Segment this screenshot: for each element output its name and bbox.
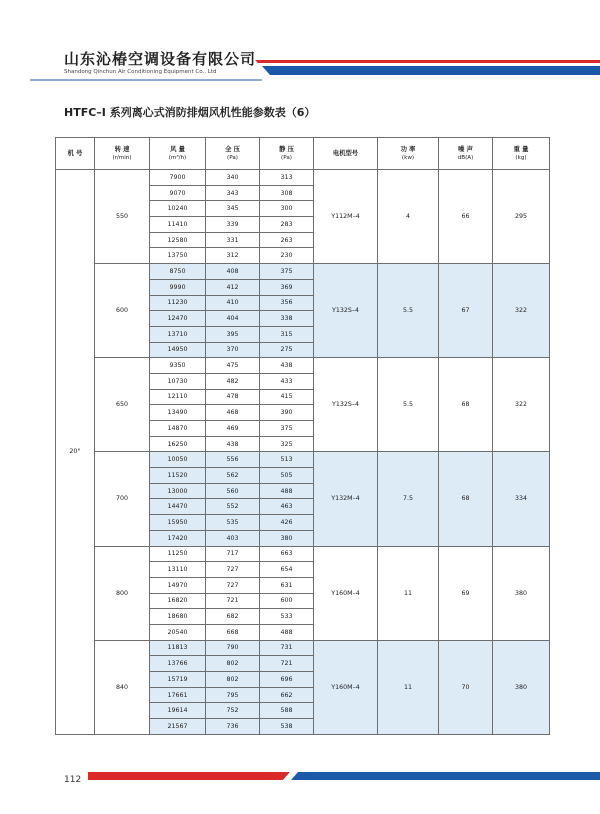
motor-model-cell: Y112M–4 (314, 170, 378, 264)
static-pressure-cell: 375 (260, 264, 314, 280)
airflow-cell: 10730 (150, 373, 206, 389)
col-header-noise: 噪 声 dB(A) (439, 138, 493, 170)
speed-cell: 600 (95, 264, 150, 358)
static-pressure-cell: 275 (260, 342, 314, 358)
static-pressure-cell: 662 (260, 687, 314, 703)
static-pressure-cell: 463 (260, 499, 314, 515)
total-pressure-cell: 404 (206, 311, 260, 327)
motor-model-cell: Y132S–4 (314, 264, 378, 358)
airflow-cell: 9350 (150, 358, 206, 374)
total-pressure-cell: 340 (206, 170, 260, 186)
airflow-cell: 9990 (150, 279, 206, 295)
airflow-cell: 12470 (150, 311, 206, 327)
total-pressure-cell: 752 (206, 703, 260, 719)
airflow-cell: 17661 (150, 687, 206, 703)
noise-cell: 69 (439, 546, 493, 640)
static-pressure-cell: 263 (260, 232, 314, 248)
airflow-cell: 14950 (150, 342, 206, 358)
noise-cell: 70 (439, 640, 493, 734)
airflow-cell: 13110 (150, 562, 206, 578)
total-pressure-cell: 668 (206, 624, 260, 640)
company-header (64, 51, 256, 76)
total-pressure-cell: 345 (206, 201, 260, 217)
static-pressure-cell: 696 (260, 672, 314, 688)
weight-cell: 295 (493, 170, 550, 264)
table-row (56, 170, 550, 186)
static-pressure-cell: 325 (260, 436, 314, 452)
airflow-cell: 12110 (150, 389, 206, 405)
motor-model-cell: Y132M–4 (314, 452, 378, 546)
airflow-cell: 11813 (150, 640, 206, 656)
speed-cell: 840 (95, 640, 150, 734)
total-pressure-cell: 343 (206, 185, 260, 201)
total-pressure-cell: 727 (206, 562, 260, 578)
total-pressure-cell: 370 (206, 342, 260, 358)
company-name-en: Shandong Qinchun Air Conditioning Equipment Co., Ltd (64, 69, 217, 75)
total-pressure-cell: 408 (206, 264, 260, 280)
total-pressure-cell: 410 (206, 295, 260, 311)
header-blue-band (262, 66, 600, 75)
static-pressure-cell: 721 (260, 656, 314, 672)
motor-model-cell: Y132S–4 (314, 358, 378, 452)
airflow-cell: 9070 (150, 185, 206, 201)
total-pressure-cell: 412 (206, 279, 260, 295)
col-header-static-pressure: 静 压 (Pa) (260, 138, 314, 170)
power-cell: 4 (378, 170, 439, 264)
power-cell: 11 (378, 546, 439, 640)
total-pressure-cell: 562 (206, 468, 260, 484)
airflow-cell: 15950 (150, 515, 206, 531)
total-pressure-cell: 331 (206, 232, 260, 248)
total-pressure-cell: 478 (206, 389, 260, 405)
static-pressure-cell: 369 (260, 279, 314, 295)
col-header-power: 功 率 (kw) (378, 138, 439, 170)
total-pressure-cell: 802 (206, 656, 260, 672)
total-pressure-cell: 339 (206, 217, 260, 233)
total-pressure-cell: 721 (206, 593, 260, 609)
total-pressure-cell: 682 (206, 609, 260, 625)
table-row (56, 358, 550, 374)
static-pressure-cell: 338 (260, 311, 314, 327)
airflow-cell: 19614 (150, 703, 206, 719)
static-pressure-cell: 488 (260, 483, 314, 499)
total-pressure-cell: 560 (206, 483, 260, 499)
performance-table (55, 137, 550, 735)
airflow-cell: 11410 (150, 217, 206, 233)
weight-cell: 380 (493, 640, 550, 734)
static-pressure-cell: 438 (260, 358, 314, 374)
static-pressure-cell: 315 (260, 326, 314, 342)
airflow-cell: 20540 (150, 624, 206, 640)
motor-model-cell: Y160M–4 (314, 640, 378, 734)
static-pressure-cell: 505 (260, 468, 314, 484)
airflow-cell: 14470 (150, 499, 206, 515)
table-header-row (56, 138, 550, 170)
airflow-cell: 15719 (150, 672, 206, 688)
total-pressure-cell: 403 (206, 530, 260, 546)
static-pressure-cell: 513 (260, 452, 314, 468)
total-pressure-cell: 312 (206, 248, 260, 264)
total-pressure-cell: 482 (206, 373, 260, 389)
total-pressure-cell: 438 (206, 436, 260, 452)
static-pressure-cell: 390 (260, 405, 314, 421)
table-title: HTFC–I 系列离心式消防排烟风机性能参数表（6） (64, 106, 316, 119)
power-cell: 5.5 (378, 358, 439, 452)
static-pressure-cell: 375 (260, 421, 314, 437)
power-cell: 7.5 (378, 452, 439, 546)
col-header-motor-model: 电机型号 (314, 138, 378, 170)
static-pressure-cell: 488 (260, 624, 314, 640)
table-body (56, 170, 550, 735)
airflow-cell: 11250 (150, 546, 206, 562)
airflow-cell: 11230 (150, 295, 206, 311)
noise-cell: 67 (439, 264, 493, 358)
total-pressure-cell: 717 (206, 546, 260, 562)
airflow-cell: 14970 (150, 577, 206, 593)
motor-model-cell: Y160M–4 (314, 546, 378, 640)
airflow-cell: 16820 (150, 593, 206, 609)
static-pressure-cell: 663 (260, 546, 314, 562)
airflow-cell: 13490 (150, 405, 206, 421)
table-row (56, 452, 550, 468)
total-pressure-cell: 727 (206, 577, 260, 593)
weight-cell: 380 (493, 546, 550, 640)
airflow-cell: 8750 (150, 264, 206, 280)
company-name-cn: 山东沁椿空调设备有限公司 (64, 50, 257, 68)
airflow-cell: 16250 (150, 436, 206, 452)
total-pressure-cell: 468 (206, 405, 260, 421)
static-pressure-cell: 356 (260, 295, 314, 311)
static-pressure-cell: 283 (260, 217, 314, 233)
airflow-cell: 11520 (150, 468, 206, 484)
static-pressure-cell: 230 (260, 248, 314, 264)
static-pressure-cell: 433 (260, 373, 314, 389)
speed-cell: 650 (95, 358, 150, 452)
static-pressure-cell: 731 (260, 640, 314, 656)
airflow-cell: 10050 (150, 452, 206, 468)
table-row (56, 640, 550, 656)
speed-cell: 700 (95, 452, 150, 546)
airflow-cell: 12580 (150, 232, 206, 248)
static-pressure-cell: 631 (260, 577, 314, 593)
static-pressure-cell: 654 (260, 562, 314, 578)
header-red-stripe (255, 60, 600, 63)
col-header-airflow: 风 量 (m³/h) (150, 138, 206, 170)
page-number: 112 (64, 775, 82, 785)
total-pressure-cell: 795 (206, 687, 260, 703)
airflow-cell: 17420 (150, 530, 206, 546)
footer-red-stripe (88, 772, 290, 780)
static-pressure-cell: 588 (260, 703, 314, 719)
speed-cell: 550 (95, 170, 150, 264)
machine-no-cell: 20° (56, 170, 95, 735)
static-pressure-cell: 426 (260, 515, 314, 531)
airflow-cell: 13766 (150, 656, 206, 672)
power-cell: 5.5 (378, 264, 439, 358)
total-pressure-cell: 802 (206, 672, 260, 688)
col-header-machine-no: 机 号 (56, 138, 95, 170)
weight-cell: 334 (493, 452, 550, 546)
static-pressure-cell: 380 (260, 530, 314, 546)
table-row (56, 546, 550, 562)
static-pressure-cell: 600 (260, 593, 314, 609)
noise-cell: 68 (439, 358, 493, 452)
power-cell: 11 (378, 640, 439, 734)
static-pressure-cell: 533 (260, 609, 314, 625)
static-pressure-cell: 538 (260, 719, 314, 735)
col-header-weight: 重 量 (kg) (493, 138, 550, 170)
weight-cell: 322 (493, 264, 550, 358)
airflow-cell: 18680 (150, 609, 206, 625)
footer-blue-band (291, 772, 600, 780)
static-pressure-cell: 308 (260, 185, 314, 201)
total-pressure-cell: 790 (206, 640, 260, 656)
total-pressure-cell: 552 (206, 499, 260, 515)
noise-cell: 68 (439, 452, 493, 546)
airflow-cell: 14870 (150, 421, 206, 437)
airflow-cell: 21567 (150, 719, 206, 735)
weight-cell: 322 (493, 358, 550, 452)
total-pressure-cell: 535 (206, 515, 260, 531)
col-header-total-pressure: 全 压 (Pa) (206, 138, 260, 170)
airflow-cell: 7900 (150, 170, 206, 186)
noise-cell: 66 (439, 170, 493, 264)
total-pressure-cell: 736 (206, 719, 260, 735)
static-pressure-cell: 313 (260, 170, 314, 186)
speed-cell: 800 (95, 546, 150, 640)
static-pressure-cell: 300 (260, 201, 314, 217)
total-pressure-cell: 556 (206, 452, 260, 468)
total-pressure-cell: 469 (206, 421, 260, 437)
airflow-cell: 13750 (150, 248, 206, 264)
airflow-cell: 13000 (150, 483, 206, 499)
static-pressure-cell: 415 (260, 389, 314, 405)
col-header-speed: 转 速 (r/min) (95, 138, 150, 170)
total-pressure-cell: 475 (206, 358, 260, 374)
table-row (56, 264, 550, 280)
total-pressure-cell: 395 (206, 326, 260, 342)
airflow-cell: 10240 (150, 201, 206, 217)
footer-decoration (0, 760, 600, 800)
airflow-cell: 13710 (150, 326, 206, 342)
